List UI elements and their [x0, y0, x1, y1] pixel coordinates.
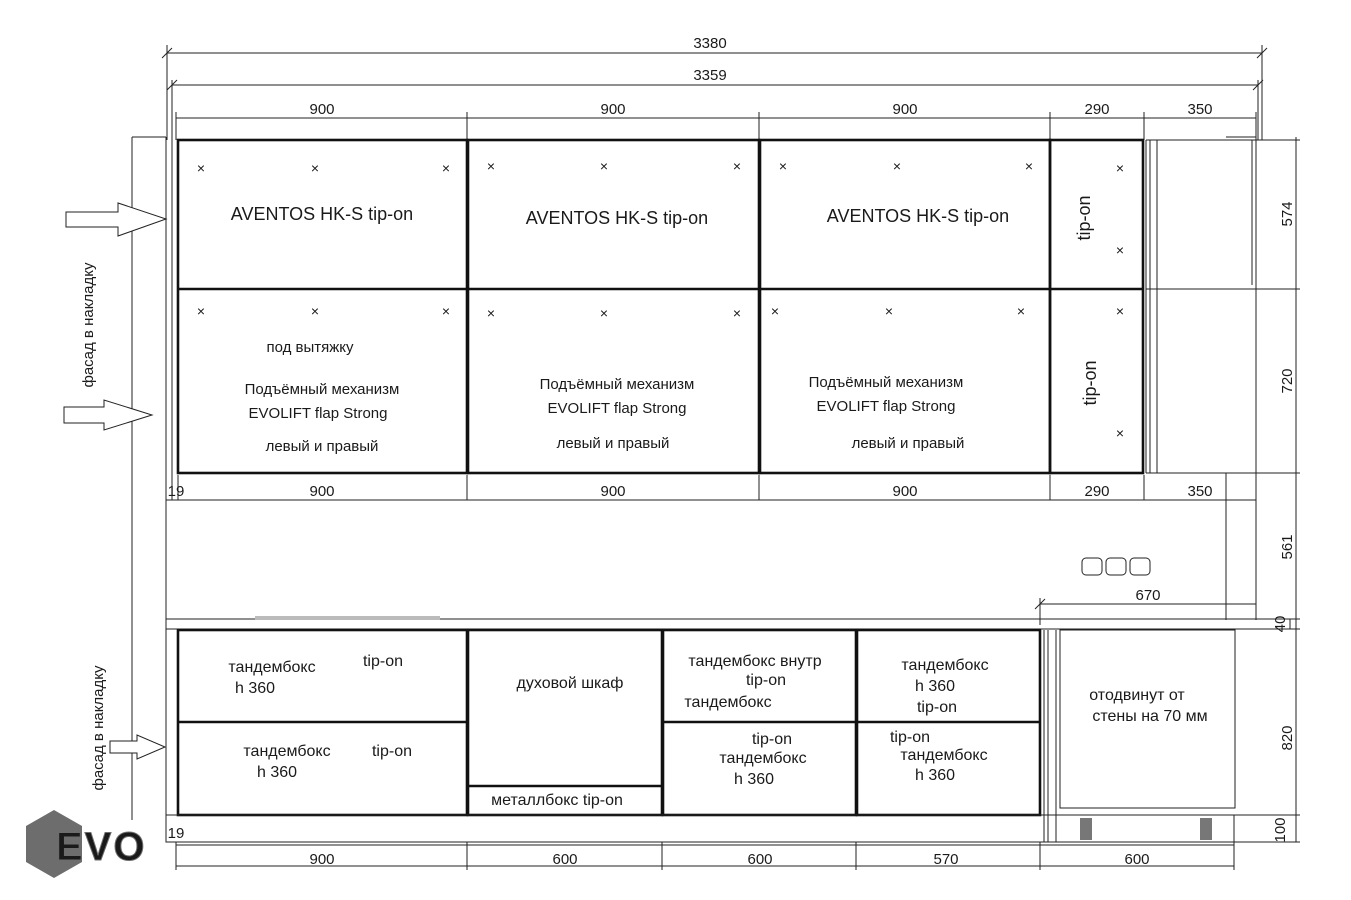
marker: ×: [310, 160, 320, 176]
drawer-c1-l1: тандембокс внутр: [688, 653, 822, 670]
dim-upper-5: 350: [1187, 101, 1213, 118]
marker: ×: [599, 305, 609, 321]
dim-upper-2: 900: [600, 101, 626, 118]
arrow-right-icon: [66, 203, 166, 236]
dim-mid-5: 350: [1187, 483, 1213, 500]
lower-labels: [228, 653, 1207, 809]
backsplash-area: [1035, 473, 1256, 625]
marker: ×: [441, 160, 451, 176]
dim-mid-1: 900: [309, 483, 335, 500]
metalbox-label: металлбокс tip-on: [491, 792, 623, 809]
lift-label-2a: Подъёмный механизм: [539, 376, 695, 393]
lift-label-1a: Подъёмный механизм: [244, 381, 400, 398]
drawer-a2-l2: h 360: [256, 764, 298, 781]
facade-label-upper: фасад в накладку: [80, 262, 97, 388]
dim-lower-2: 600: [552, 851, 578, 868]
upper-2-label: AVENTOS HK-S tip-on: [525, 208, 709, 228]
drawer-a2-tip: tip-on: [371, 743, 413, 760]
lift-label-3a: Подъёмный механизм: [808, 374, 964, 391]
marker: ×: [1115, 242, 1125, 258]
marker: ×: [778, 158, 788, 174]
socket-icon: [1130, 558, 1150, 575]
offset-note-2: стены на 70 мм: [1092, 708, 1208, 725]
drawer-a2-l1: тандембокс: [243, 743, 331, 760]
marker: ×: [1024, 158, 1034, 174]
dim-upper-1: 900: [309, 101, 335, 118]
drawer-d1-l1: тандембокс: [901, 657, 989, 674]
marker: ×: [486, 305, 496, 321]
offset-note-1: отодвинут от: [1089, 687, 1185, 704]
marker: ×: [441, 303, 451, 319]
socket-icon: [1106, 558, 1126, 575]
marker: ×: [770, 303, 780, 319]
lift-label-1c: левый и правый: [265, 438, 379, 455]
wall-outline: [132, 137, 172, 820]
dim-overall: 3380: [693, 35, 727, 52]
fixing-markers: [197, 158, 1124, 441]
dim-h-561: 561: [1279, 534, 1296, 560]
marker: ×: [486, 158, 496, 174]
facade-label-lower: фасад в накладку: [90, 665, 107, 791]
lift-label-1b: EVOLIFT flap Strong: [248, 405, 388, 422]
lift-label-2b: EVOLIFT flap Strong: [547, 400, 687, 417]
drawer-d1-l2: h 360: [914, 678, 956, 695]
leg-icon: [1200, 818, 1212, 840]
oven-label: духовой шкаф: [516, 675, 624, 692]
hob: [255, 616, 440, 620]
drawer-c2-l2: тандембокс: [719, 750, 807, 767]
dim-mid-4: 290: [1084, 483, 1110, 500]
drawer-c1-l3: тандембокс: [684, 694, 772, 711]
marker: ×: [1115, 160, 1125, 176]
drawer-d1-l3: tip-on: [916, 699, 958, 716]
dim-mid-thickness: 19: [167, 483, 185, 500]
marker: ×: [196, 303, 206, 319]
dim-h-40: 40: [1272, 615, 1289, 633]
bottom-dimensions: [168, 825, 1234, 870]
lift-label-3b: EVOLIFT flap Strong: [816, 398, 956, 415]
dim-lower-3: 600: [747, 851, 773, 868]
drawer-d2-l3: h 360: [914, 767, 956, 784]
plinth: [166, 815, 1234, 842]
drawer-a1-l2: h 360: [234, 680, 276, 697]
dim-bottom-thickness: 19: [167, 825, 185, 842]
dim-inner: 3359: [693, 67, 727, 84]
marker: ×: [599, 158, 609, 174]
upper-row2-labels: [245, 339, 1100, 455]
dim-lower-1: 900: [309, 851, 335, 868]
dim-h-574: 574: [1279, 201, 1296, 227]
right-dimensions: [1234, 137, 1300, 843]
countertop: [166, 616, 1290, 629]
drawer-a1-tip: tip-on: [362, 653, 404, 670]
dim-lower-4: 570: [933, 851, 959, 868]
arrow-right-icon: [64, 400, 152, 430]
top-dimensions: [162, 35, 1267, 140]
marker: ×: [732, 305, 742, 321]
marker: ×: [732, 158, 742, 174]
lift-label-3c: левый и правый: [851, 435, 965, 452]
upper-row2-4-label: tip-on: [1080, 360, 1100, 406]
dim-h-720: 720: [1279, 368, 1296, 394]
drawer-d2-l1: tip-on: [889, 729, 931, 746]
upper-4-label: tip-on: [1074, 195, 1094, 241]
dim-h-100: 100: [1272, 817, 1289, 843]
dim-upper-4: 290: [1084, 101, 1110, 118]
hood-label: под вытяжку: [266, 339, 354, 356]
evo-logo: [26, 810, 146, 878]
marker: ×: [196, 160, 206, 176]
logo-text: EVO: [56, 825, 147, 869]
marker: ×: [892, 158, 902, 174]
upper-3-label: AVENTOS HK-S tip-on: [826, 206, 1010, 226]
drawer-c1-l2: tip-on: [745, 672, 787, 689]
marker: ×: [1115, 303, 1125, 319]
lift-label-2c: левый и правый: [556, 435, 670, 452]
drawer-d2-l2: тандембокс: [900, 747, 988, 764]
drawer-a1-l1: тандембокс: [228, 659, 316, 676]
side-annotations: [64, 203, 166, 791]
upper-1-label: AVENTOS HK-S tip-on: [230, 204, 414, 224]
dim-mid-2: 900: [600, 483, 626, 500]
arrow-right-icon: [110, 735, 165, 759]
dim-depth: 670: [1135, 587, 1161, 604]
marker: ×: [310, 303, 320, 319]
dim-upper-3: 900: [892, 101, 918, 118]
socket-icon: [1082, 558, 1102, 575]
marker: ×: [884, 303, 894, 319]
upper-row1-labels: [231, 195, 1094, 240]
dim-lower-5: 600: [1124, 851, 1150, 868]
marker: ×: [1115, 425, 1125, 441]
drawer-c2-l1: tip-on: [751, 731, 793, 748]
marker: ×: [1016, 303, 1026, 319]
leg-icon: [1080, 818, 1092, 840]
mid-dimensions: [166, 475, 1256, 500]
dim-h-820: 820: [1279, 725, 1296, 751]
drawer-c2-l3: h 360: [733, 771, 775, 788]
dim-mid-3: 900: [892, 483, 918, 500]
